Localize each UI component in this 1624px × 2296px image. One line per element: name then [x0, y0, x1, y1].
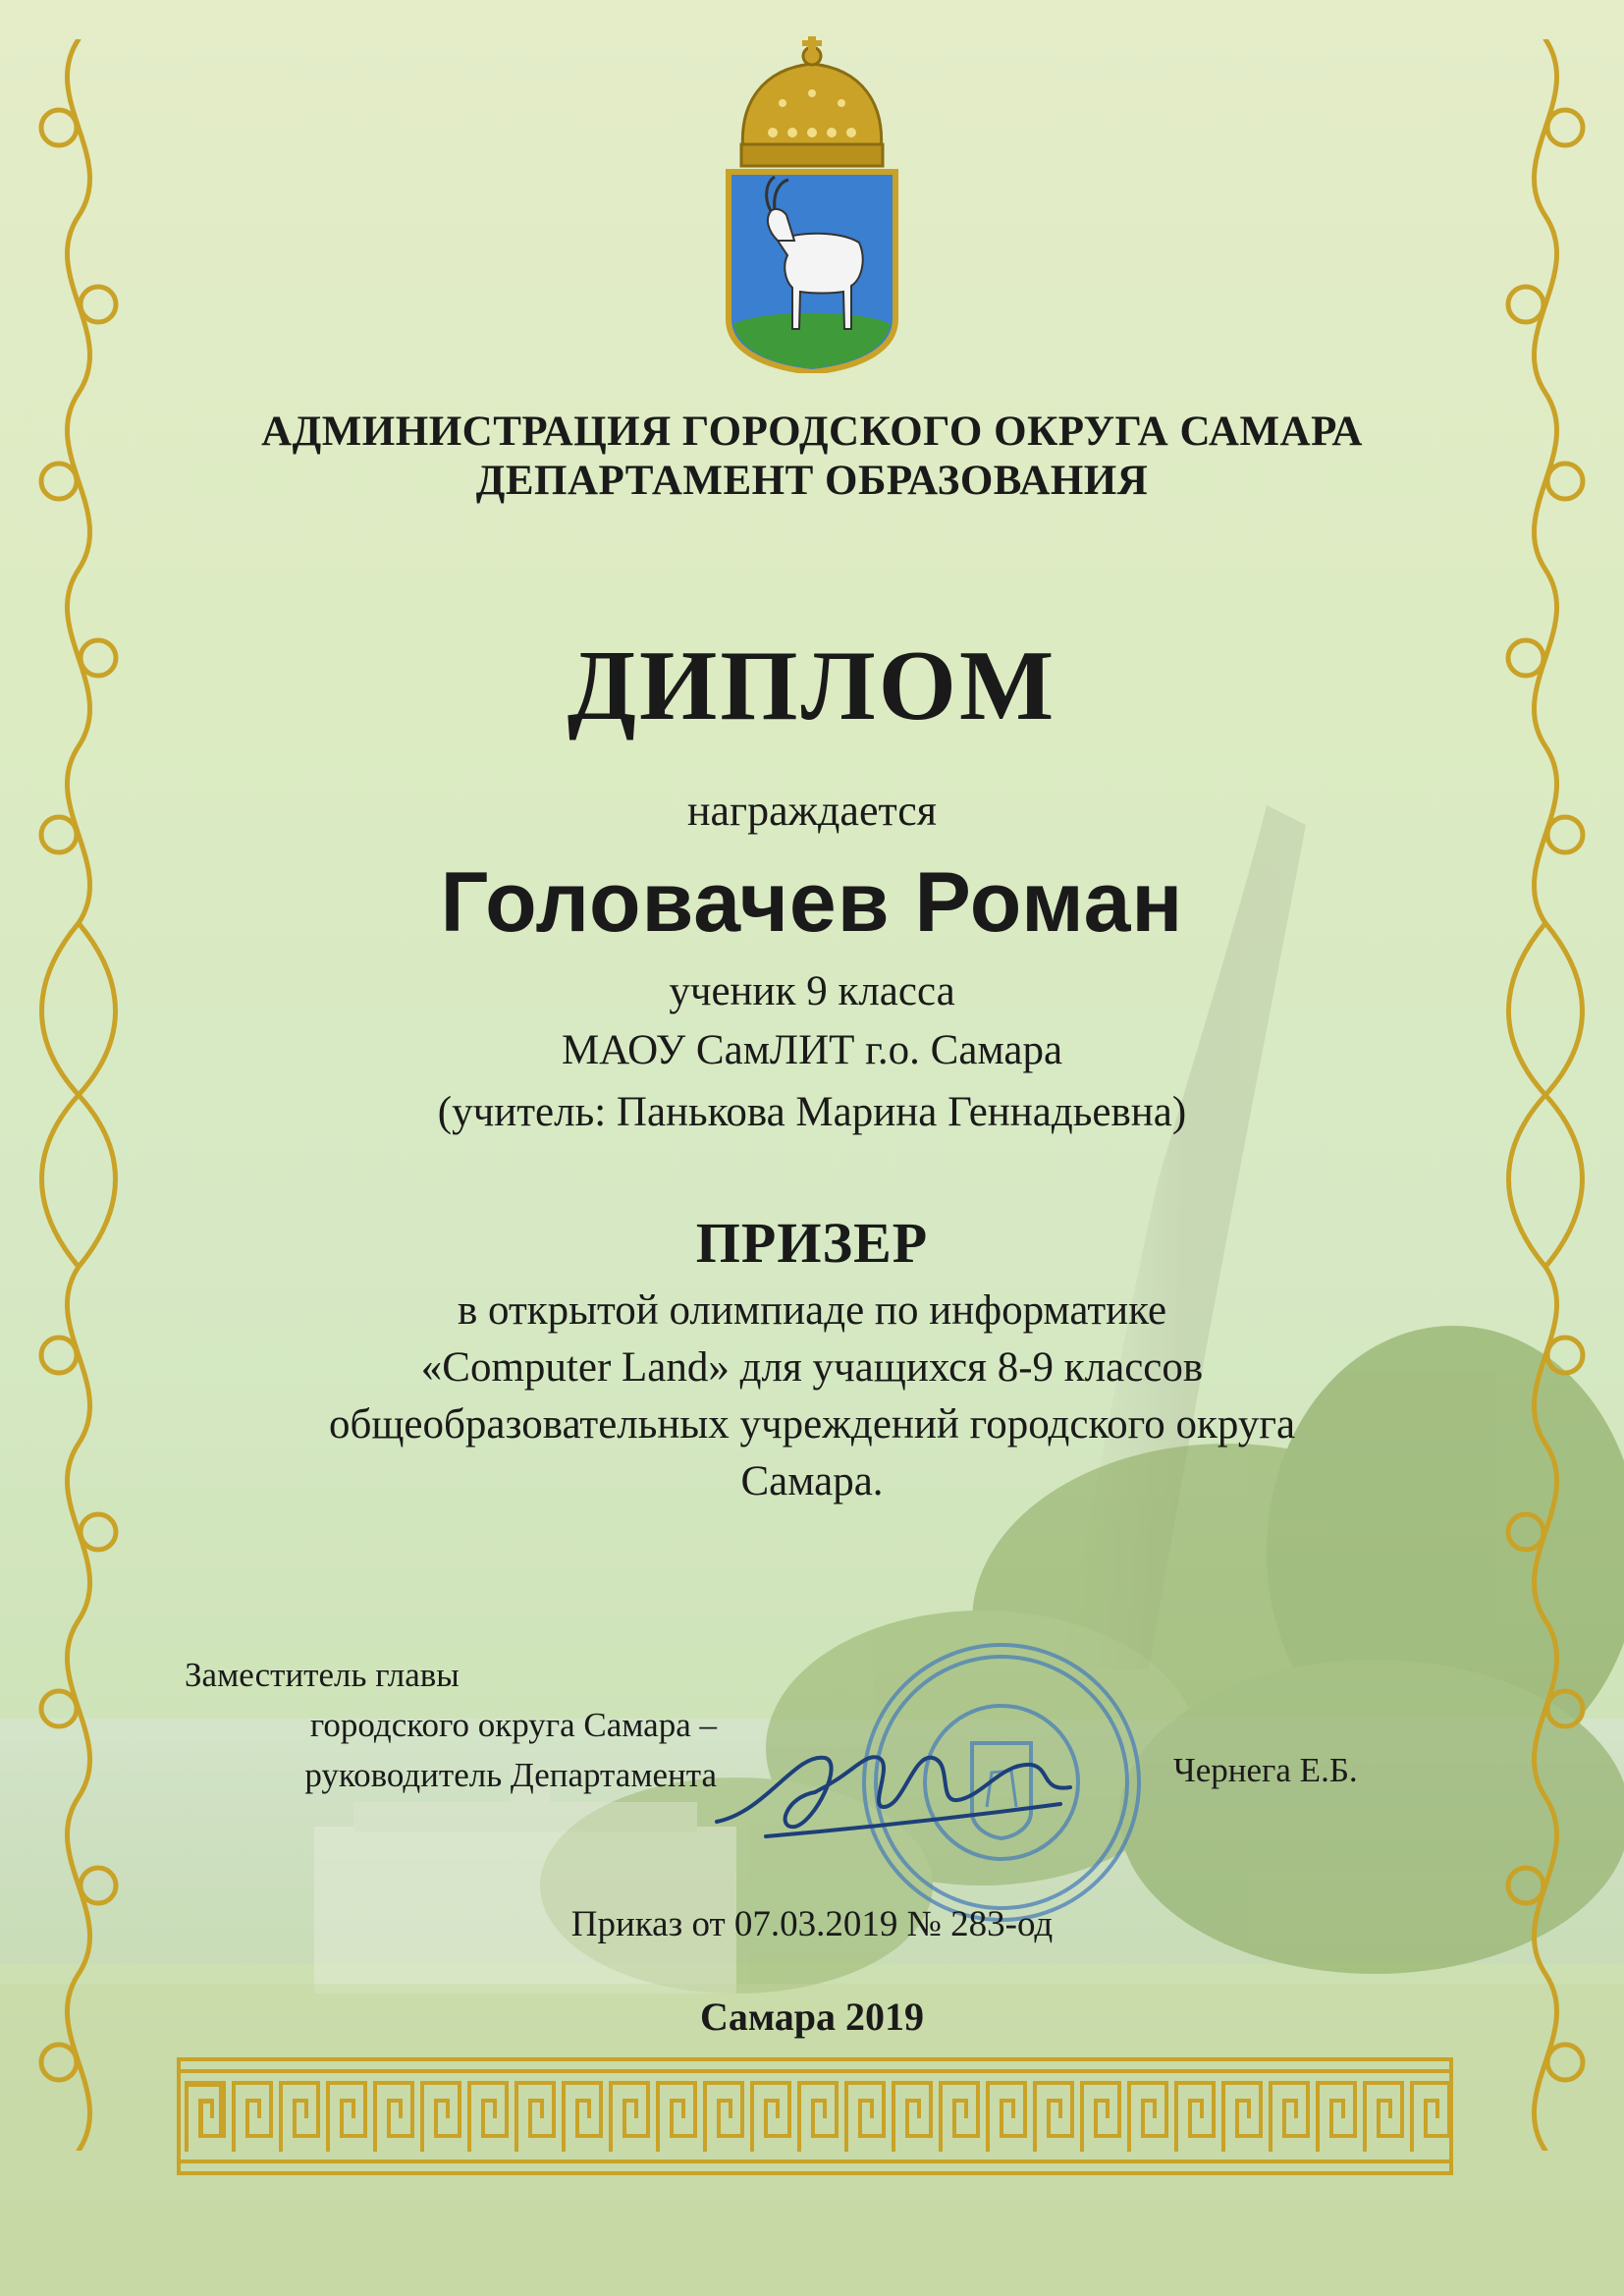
organization-name: АДМИНИСТРАЦИЯ ГОРОДСКОГО ОКРУГА САМАРА [261, 409, 1363, 455]
document-title: ДИПЛОМ [567, 630, 1057, 741]
handwritten-signature [707, 1714, 1080, 1861]
order-reference: Приказ от 07.03.2019 № 283-од [570, 1904, 1054, 1944]
signatory-position-line-1: Заместитель главы [185, 1656, 460, 1694]
award-rank: ПРИЗЕР [695, 1211, 929, 1275]
greek-key-border [177, 2057, 1453, 2175]
competition-line-2: «Computer Land» для учащихся 8-9 классов [420, 1344, 1204, 1391]
competition-line-3: общеобразовательных учреждений городского округа [328, 1401, 1296, 1448]
signatory-position-line-2: городского округа Самара – [309, 1706, 717, 1744]
recipient-name: Головачев Роман [440, 855, 1184, 950]
signatory-position [167, 1650, 717, 1800]
samara-coat-of-arms-icon [704, 34, 920, 373]
recipient-school: МАОУ СамЛИТ г.о. Самара [561, 1027, 1063, 1073]
department-name: ДЕПАРТАМЕНТ ОБРАЗОВАНИЯ [475, 458, 1149, 504]
recipient-grade: ученик 9 класса [669, 968, 955, 1014]
recipient-teacher: (учитель: Панькова Марина Геннадьевна) [437, 1089, 1187, 1135]
competition-line-1: в открытой олимпиаде по информатике [457, 1287, 1167, 1334]
awarded-label: награждается [686, 787, 938, 835]
signatory-name: Чернега Е.Б. [1173, 1751, 1358, 1789]
city-year: Самара 2019 [699, 1995, 925, 2039]
competition-line-4: Самара. [740, 1458, 884, 1504]
signatory-position-line-3: руководитель Департамента [304, 1756, 717, 1794]
